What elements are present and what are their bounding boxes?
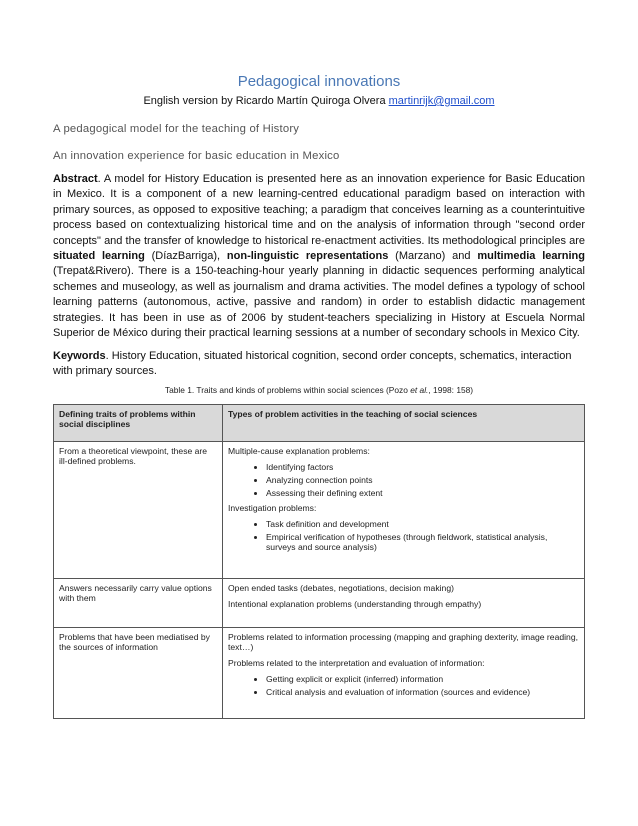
cell-heading: Investigation problems: bbox=[228, 503, 317, 513]
table-row bbox=[54, 442, 585, 579]
keywords-text: . History Education, situated historical cognition, second order concepts, schematics, interaction with primary sources. bbox=[53, 350, 572, 378]
bullet-list bbox=[228, 674, 579, 697]
header-traits: Defining traits of problems within social disciplines bbox=[54, 405, 223, 442]
types-cell bbox=[223, 628, 585, 719]
abstract-text-1: . A model for History Education is presented here as an innovation experience for Basic Education in Mexico. It is a component of a new learning-centred educational paradigm based on interaction with primary sources, as opposed to expositive teaching; a paradigm that conceives learning as a counterintuitive process based on contextualizing historical time and on the analysis of information through "second order concepts" and the transfer of knowledge to historical re-enactment activities. Its methodological principles are bbox=[53, 173, 585, 247]
cell-heading: Multiple-cause explanation problems: bbox=[228, 446, 370, 456]
keywords-label: Keywords bbox=[53, 350, 106, 362]
byline bbox=[0, 95, 638, 107]
document-title: Pedagogical innovations bbox=[237, 73, 401, 90]
author-email-link[interactable]: martinrijk@gmail.com bbox=[388, 95, 495, 107]
abstract-text-3: (Marzano) and bbox=[388, 250, 478, 263]
byline-text: English version by Ricardo Martín Quiroga Olvera bbox=[143, 95, 389, 107]
list-item: • Assessing their defining extent bbox=[266, 488, 579, 498]
abstract-term-multimedia: multimedia learning bbox=[477, 250, 585, 263]
bullet-list bbox=[228, 519, 579, 552]
table-header-row bbox=[54, 405, 585, 442]
list-item: • Identifying factors bbox=[266, 462, 579, 472]
caption-text: Table 1. Traits and kinds of problems within social sciences (Pozo bbox=[164, 385, 411, 395]
cell-line: Open ended tasks (debates, negotiations, decision making) bbox=[228, 583, 454, 593]
list-item: • Task definition and development bbox=[266, 519, 579, 529]
abstract-text-4: (Trepat&Rivero). There is a 150-teaching-hour yearly planning in didactic sequences performing analytical schemes and museology, as well as journalism and drama activities. The model defines a typology of school learning patterns (autonomous, active, passive and random) in order to establish didactic management strategies. It has been in use as of 2006 by student-teachers specializing in History at Escuela Normal Superior de México during their practical learning sessions at a number of secondary schools in Mexico City. bbox=[53, 265, 585, 340]
list-item: • Getting explicit or explicit (inferred) information bbox=[266, 674, 579, 684]
header-types: Types of problem activities in the teaching of social sciences bbox=[223, 405, 585, 442]
problems-table bbox=[53, 404, 585, 719]
list-item: • Critical analysis and evaluation of information (sources and evidence) bbox=[266, 687, 579, 697]
abstract-term-representations: non-linguistic representations bbox=[226, 250, 389, 263]
abstract-paragraph bbox=[53, 172, 585, 341]
abstract-term-situated: situated learning bbox=[53, 250, 145, 263]
subtitle-experience: An innovation experience for basic education in Mexico bbox=[53, 150, 340, 162]
abstract-label: Abstract bbox=[53, 173, 98, 185]
trait-cell: Problems that have been mediatised by the sources of information bbox=[54, 628, 223, 719]
table-row bbox=[54, 628, 585, 719]
keywords-paragraph bbox=[53, 349, 585, 380]
types-cell bbox=[223, 442, 585, 579]
trait-cell: Answers necessarily carry value options with them bbox=[54, 579, 223, 628]
cell-line: Intentional explanation problems (understanding through empathy) bbox=[228, 599, 482, 609]
subtitle-model: A pedagogical model for the teaching of History bbox=[53, 123, 300, 135]
table-caption bbox=[0, 385, 638, 395]
table-row bbox=[54, 579, 585, 628]
list-item: • Analyzing connection points bbox=[266, 475, 579, 485]
trait-cell: From a theoretical viewpoint, these are ill-defined problems. bbox=[54, 442, 223, 579]
caption-italic: et al. bbox=[410, 385, 429, 395]
abstract-text-2: (DíazBarriga), bbox=[144, 250, 227, 263]
bullet-list bbox=[228, 462, 579, 498]
types-cell bbox=[223, 579, 585, 628]
caption-citation: , 1998: 158) bbox=[428, 385, 474, 395]
cell-line: Problems related to information processing (mapping and graphing dexterity, image reading, text…) bbox=[228, 632, 578, 652]
cell-line: Problems related to the interpretation and evaluation of information: bbox=[228, 658, 485, 668]
list-item: • Empirical verification of hypotheses (through fieldwork, statistical analysis, surveys and source analysis) bbox=[266, 532, 579, 552]
